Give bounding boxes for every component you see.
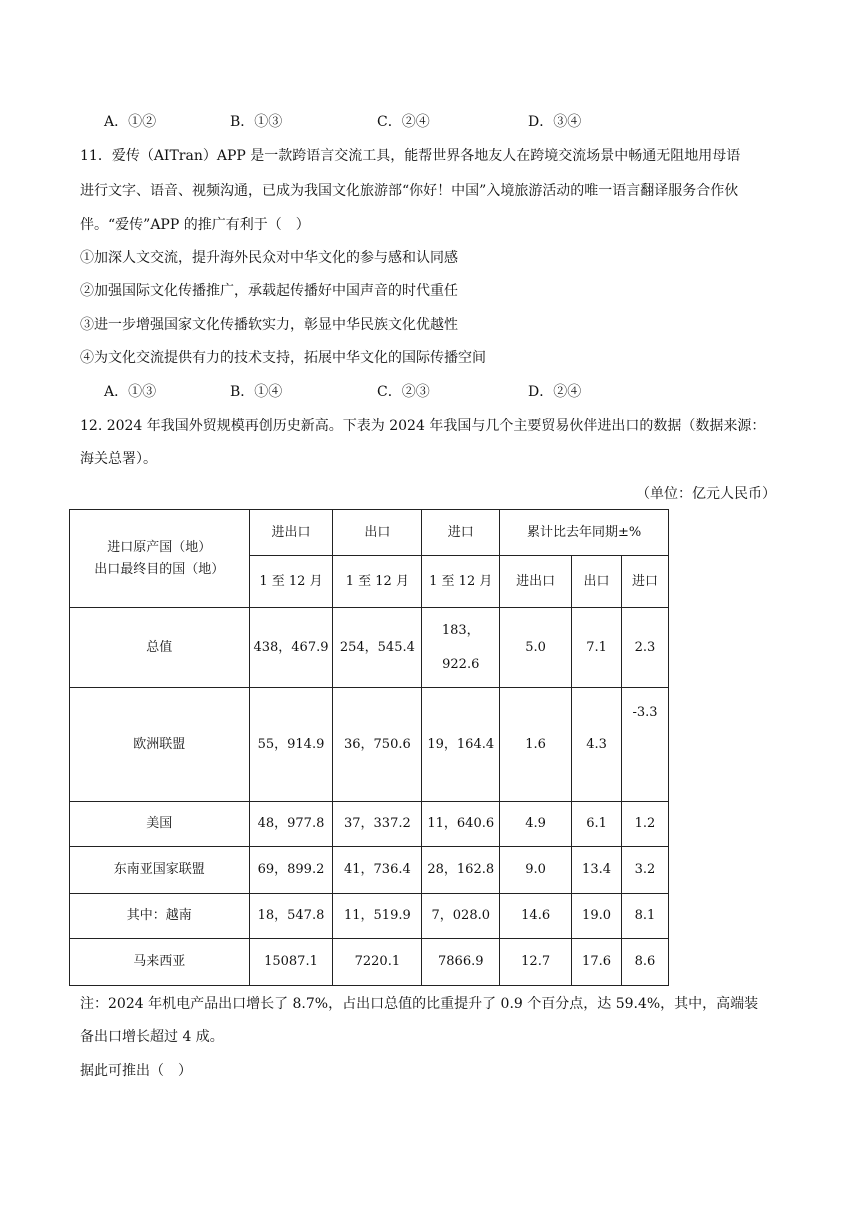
cell-pct-total: 1.6 [500,688,572,802]
q11-option-d: D．②④ [528,384,582,400]
q12-stem-line-2: 海关总署）。 [80,451,157,467]
row-name: 马来西亚 [70,939,250,986]
table-row [70,847,669,894]
q11-stem-line-1: 11．爱传（AITran）APP 是一款跨语言交流工具，能帮世界各地友人在跨境交流场景中畅通无阻地用母语 [80,148,741,164]
cell-total: 48，977.8 [249,802,333,847]
subheader-yoy-import: 进口 [622,556,669,608]
q10-option-b: B．①③ [230,114,283,130]
q10-option-a: A．①② [104,114,157,130]
cell-pct-total: 4.9 [500,802,572,847]
cell-export: 37，337.2 [333,802,422,847]
row-name: 其中：越南 [70,894,250,939]
cell-total: 15087.1 [249,939,333,986]
q10-option-d: D．③④ [528,114,582,130]
col-header-yoy: 累计比去年同期±% [500,510,669,556]
cell-export: 254，545.4 [333,608,422,688]
cell-export: 36，750.6 [333,688,422,802]
corner-header-import-origin: 进口原产国（地） [107,539,212,555]
table-row [70,802,669,847]
cell-pct-total: 14.6 [500,894,572,939]
q11-stem-line-2: 进行文字、语音、视频沟通，已成为我国文化旅游部“你好！中国”入境旅游活动的唯一语言翻译服务合作伙 [80,183,739,199]
q12-stem-line-1: 12. 2024 年我国外贸规模再创历史新高。下表为 2024 年我国与几个主要贸易伙伴进出口的数据（数据来源： [80,418,766,434]
row-name: 欧洲联盟 [70,688,250,802]
col-header-total: 进出口 [249,510,333,556]
cell-pct-export: 7.1 [572,608,622,688]
cell-pct-export: 19.0 [572,894,622,939]
cell-import: 7866.9 [422,939,500,986]
trade-data-table [69,509,669,986]
row-name: 东南亚国家联盟 [70,847,250,894]
cell-pct-import: 8.6 [622,939,669,986]
table-row [70,939,669,986]
row-name: 总值 [70,608,250,688]
cell-total: 55，914.9 [249,688,333,802]
cell-import: 11，640.6 [422,802,500,847]
q12-prompt: 据此可推出（ ） [80,1063,192,1079]
cell-total: 18，547.8 [249,894,333,939]
cell-pct-import: -3.3 [622,688,669,802]
subheader-export-period: 1 至 12 月 [333,556,422,608]
q11-option-a: A．①③ [104,384,157,400]
cell-pct-import: 3.2 [622,847,669,894]
cell-total: 438，467.9 [249,608,333,688]
cell-export: 41，736.4 [333,847,422,894]
cell-pct-import: 1.2 [622,802,669,847]
cell-pct-total: 5.0 [500,608,572,688]
cell-import: 7，028.0 [422,894,500,939]
cell-pct-export: 6.1 [572,802,622,847]
q10-option-c: C．②④ [377,114,430,130]
q11-option-b: B．①④ [230,384,283,400]
cell-pct-total: 9.0 [500,847,572,894]
q11-statement-2: ②加强国际文化传播推广，承载起传播好中国声音的时代重任 [80,283,458,299]
q11-statement-3: ③进一步增强国家文化传播软实力，彰显中华民族文化优越性 [80,317,458,333]
cell-import-line-2: 922.6 [442,656,480,672]
table-row [70,608,669,688]
table-row [70,894,669,939]
cell-pct-export: 4.3 [572,688,622,802]
table-row [70,688,669,802]
col-header-export: 出口 [333,510,422,556]
subheader-import-period: 1 至 12 月 [422,556,500,608]
col-header-import: 进口 [422,510,500,556]
table-corner-header [70,510,250,608]
subheader-yoy-export: 出口 [572,556,622,608]
subheader-total-period: 1 至 12 月 [249,556,333,608]
table-unit-label: （单位：亿元人民币） [636,486,776,502]
cell-pct-import: 8.1 [622,894,669,939]
cell-pct-export: 17.6 [572,939,622,986]
q12-note-line-1: 注：2024 年机电产品出口增长了 8.7%，占出口总值的比重提升了 0.9 个百分点，达 59.4%，其中，高端装 [80,996,759,1012]
cell-pct-total: 12.7 [500,939,572,986]
cell-export: 11，519.9 [333,894,422,939]
cell-pct-export: 13.4 [572,847,622,894]
q11-statement-1: ①加深人文交流，提升海外民众对中华文化的参与感和认同感 [80,250,458,266]
subheader-yoy-total: 进出口 [500,556,572,608]
q12-note-line-2: 备出口增长超过 4 成。 [80,1029,224,1045]
cell-import: 28，162.8 [422,847,500,894]
q11-stem-line-3: 伴。“爱传”APP 的推广有利于（ ） [80,217,310,233]
cell-import-line-1: 183， [441,622,480,638]
cell-import [422,608,500,688]
cell-pct-import: 2.3 [622,608,669,688]
row-name: 美国 [70,802,250,847]
q11-statement-4: ④为文化交流提供有力的技术支持，拓展中华文化的国际传播空间 [80,350,486,366]
corner-header-export-destination: 出口最终目的国（地） [94,561,225,577]
cell-export: 7220.1 [333,939,422,986]
q11-option-c: C．②③ [377,384,430,400]
table-header-row [70,510,669,556]
cell-total: 69，899.2 [249,847,333,894]
cell-import: 19，164.4 [422,688,500,802]
